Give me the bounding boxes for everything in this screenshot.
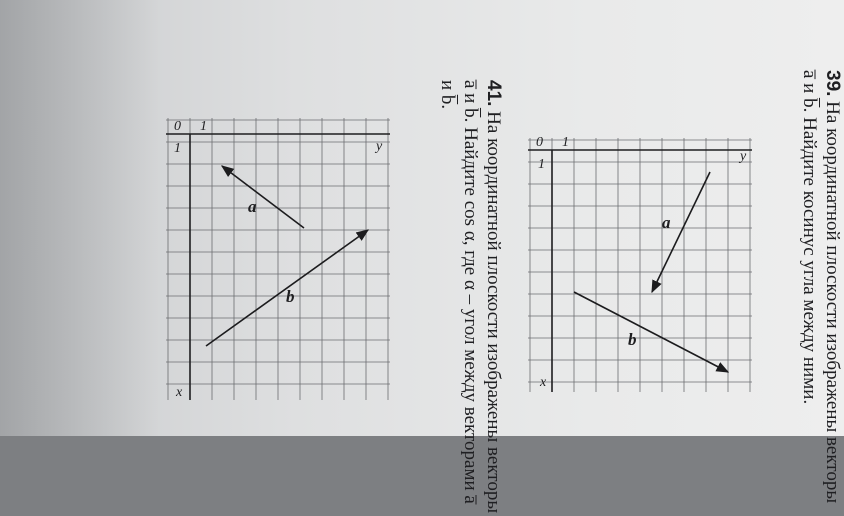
graph-41-unit-y-label: 1: [200, 119, 207, 134]
graph-39: [528, 135, 752, 392]
graph-41-x-label: x: [176, 385, 183, 400]
graph-39-y-label: y: [740, 149, 747, 164]
problem-39-text: На координатной плоскости изображены векторы a̅ и b̅. Найдите косинус угла между ними.: [799, 70, 843, 504]
graph-41-y-label: y: [376, 139, 383, 154]
graph-39-origin-label: 0: [536, 135, 543, 150]
problem-39-number: 39.: [822, 70, 843, 97]
graph-39-x-label: x: [540, 375, 547, 390]
problem-41-text: На координатной плоскости изображены векторы a̅ и b̅. Найдите cos α, где α – угол между векторами a̅ и b̅.: [437, 80, 504, 514]
graph-41-vector-a-label: a: [248, 197, 257, 216]
graph-39-unit-x-label: 1: [538, 157, 545, 172]
graph-41-origin-label: 0: [174, 119, 181, 134]
graph-41-unit-x-label: 1: [174, 141, 181, 156]
graph-39-grid: [528, 138, 752, 392]
problem-41-number: 41.: [483, 80, 504, 107]
graph-41: [166, 118, 390, 400]
graph-39-vector-a: [652, 172, 710, 292]
graph-39-unit-y-label: 1: [562, 135, 569, 150]
graph-41-grid: [166, 118, 390, 400]
graph-41-vector-b-label: b: [286, 287, 295, 306]
graph-39-vector-b-label: b: [628, 330, 637, 349]
graph-39-vector-a-label: a: [662, 213, 671, 232]
